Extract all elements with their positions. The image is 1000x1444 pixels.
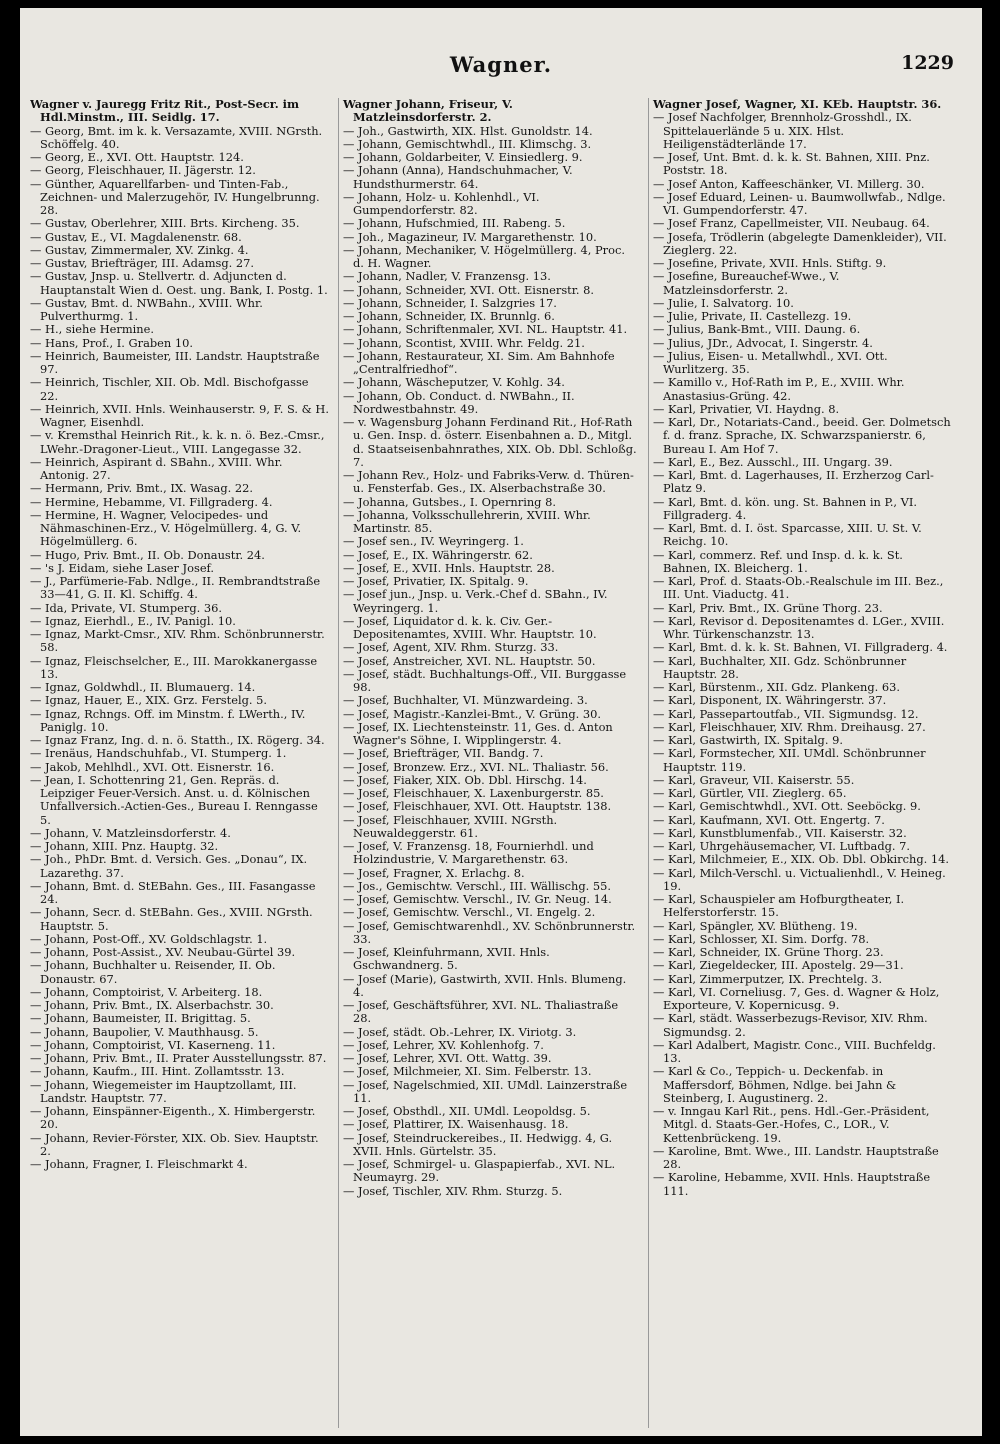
directory-entry: — Ignaz Franz, Ing. d. n. ö. Statth., IX. Rögerg. 34. bbox=[30, 733, 325, 747]
directory-entry: — Josef, Kleinfuhrmann, XVII. Hnls. Gschwandnerg. 5. bbox=[343, 945, 550, 973]
directory-entry: — Heinrich, Baumeister, III. Landstr. Hauptstraße 97. bbox=[30, 348, 320, 376]
directory-entry: — Johann, Ob. Conduct. d. NWBahn., II. Nordwestbahnstr. 49. bbox=[343, 388, 575, 416]
page-number: 1229 bbox=[901, 52, 954, 74]
directory-entry: — Josef jun., Jnsp. u. Verk.-Chef d. SBahn., IV. Weyringerg. 1. bbox=[343, 587, 608, 615]
directory-entry: — Johann, Schneider, I. Salzgries 17. bbox=[343, 295, 557, 310]
directory-entry: — Karl, Revisor d. Depositenamtes d. LGer., XVIII. Whr. Türkenschanzstr. 13. bbox=[653, 613, 945, 641]
directory-entry: — v. Inngau Karl Rit., pens. Hdl.-Ger.-Präsident, Mitgl. d. Staats-Ger.-Hofes, C., LOR., V. Kettenbrückeng. 19. bbox=[653, 1104, 930, 1145]
directory-entry: — Irenäus, Handschuhfab., VI. Stumperg. 1. bbox=[30, 746, 287, 761]
directory-entry: — Georg, Bmt. im k. k. Versazamte, XVIII. NGrsth. Schöffelg. 40. bbox=[30, 123, 323, 151]
directory-entry: — Josef, Unt. Bmt. d. k. k. St. Bahnen, XIII. Pnz. Poststr. 18. bbox=[653, 150, 930, 178]
directory-entry: — Karl, Passepartoutfab., VII. Sigmundsg. 12. bbox=[653, 706, 919, 721]
directory-entry: — Josef, städt. Ob.-Lehrer, IX. Viriotg. 3. bbox=[343, 1024, 577, 1039]
directory-entry: — Josef Anton, Kaffeeschänker, VI. Millerg. 30. bbox=[653, 176, 925, 191]
directory-entry: — Johann, Comptoirist, VI. Kaserneng. 11. bbox=[30, 1037, 276, 1052]
directory-entry: — Josef, Buchhalter, VI. Münzwardeing. 3. bbox=[343, 693, 588, 708]
directory-entry: — Karl, Milchmeier, E., XIX. Ob. Dbl. Obkirchg. 14. bbox=[653, 852, 949, 867]
directory-entry: — Josef Nachfolger, Brennholz-Grosshdl., IX. Spittelauerlände 5 u. XIX. Hlst. Heiligenstädterlände 17. bbox=[653, 110, 912, 151]
column-2 bbox=[338, 98, 639, 1428]
directory-entry: — v. Wagensburg Johann Ferdinand Rit., Hof-Rath u. Gen. Insp. d. österr. Eisenbahnen a. D., Mitgl. d. Staatseisenbahnrathes, XIX. Ob. Dbl. Schloßg. 7. bbox=[343, 415, 637, 469]
directory-entry: — Josef, Gemischtwarenhdl., XV. Schönbrunnerstr. 33. bbox=[343, 918, 636, 946]
directory-entry: — Ignaz, Eierhdl., E., IV. Panigl. 10. bbox=[30, 613, 236, 628]
directory-entry: — Karl, VI. Corneliusg. 7, Ges. d. Wagner & Holz, Exporteure, V. Kopernicusg. 9. bbox=[653, 984, 940, 1012]
directory-entry: — Josef, IX. Liechtensteinstr. 11, Ges. d. Anton Wagner's Söhne, I. Wipplingerstr. 4. bbox=[343, 719, 613, 747]
directory-entry: — Josef, Gemischtw. Verschl., IV. Gr. Neug. 14. bbox=[343, 892, 612, 906]
directory-entry: — Johann, Secr. d. StEBahn. Ges., XVIII. NGrsth. Hauptstr. 5. bbox=[30, 905, 313, 933]
directory-entry: — Karl, Schauspieler am Hofburgtheater, I. Helferstorferstr. 15. bbox=[653, 892, 905, 920]
directory-entry: — Johanna, Gutsbes., I. Opernring 8. bbox=[343, 494, 556, 509]
directory-entry: — Josef, Privatier, IX. Spitalg. 9. bbox=[343, 574, 529, 588]
directory-entry: — Karl, Bmt. d. k. k. St. Bahnen, VI. Fillgraderg. 4. bbox=[653, 640, 948, 655]
directory-entry: — Johann, Schneider, XVI. Ott. Eisnerstr. 8. bbox=[343, 282, 595, 297]
directory-entry: — Julius, Eisen- u. Metallwhdl., XVI. Ott. Wurlitzerg. 35. bbox=[653, 348, 888, 376]
directory-entry: — Johann, Mechaniker, V. Högelmüllerg. 4, Proc. d. H. Wagner. bbox=[343, 242, 625, 270]
directory-entry: — Karl, Formstecher, XII. UMdl. Schönbrunner Hauptstr. 119. bbox=[653, 746, 926, 774]
column-1 bbox=[30, 98, 330, 1428]
directory-entry: — Karl, Gemischtwhdl., XVI. Ott. Seeböckg. 9. bbox=[653, 799, 921, 814]
directory-entry: — Hans, Prof., I. Graben 10. bbox=[30, 335, 193, 350]
directory-entry: — Josef, Briefträger, VII. Bandg. 7. bbox=[343, 746, 544, 761]
directory-entry: — Karl, Milch-Verschl. u. Victualienhdl., V. Heineg. 19. bbox=[653, 865, 946, 893]
directory-entry: — Johann, Baumeister, II. Brigittag. 5. bbox=[30, 1011, 251, 1026]
directory-entry: — Karl & Co., Teppich- u. Deckenfab. in Maffersdorf, Böhmen, Ndlge. bei Jahn & Steinberg, I. Augustinerg. 2. bbox=[653, 1064, 897, 1105]
directory-entry: — Johann, Restaurateur, XI. Sim. Am Bahnhofe „Centralfriedhof“. bbox=[343, 348, 615, 376]
directory-entry: — Joh., Magazineur, IV. Margarethenstr. 10. bbox=[343, 229, 597, 244]
directory-entry: — Karl, Bürstenm., XII. Gdz. Plankeng. 63. bbox=[653, 680, 901, 694]
directory-entry: — Jakob, Mehlhdl., XVI. Ott. Eisnerstr. 16. bbox=[30, 759, 275, 774]
directory-entry: — Georg, E., XVI. Ott. Hauptstr. 124. bbox=[30, 150, 244, 164]
directory-entry: — Josef, Lehrer, XV. Kohlenhofg. 7. bbox=[343, 1037, 544, 1052]
directory-entry: — Johann (Anna), Handschuhmacher, V. Hundsthurmerstr. 64. bbox=[343, 163, 573, 191]
directory-entry: — Josef, Fiaker, XIX. Ob. Dbl. Hirschg. 14. bbox=[343, 772, 587, 787]
directory-entry: — Karl, Zimmerputzer, IX. Prechtelg. 3. bbox=[653, 971, 883, 986]
directory-entry: — Karl, Bmt. d. Lagerhauses, II. Erzherzog Carl-Platz 9. bbox=[653, 468, 934, 496]
directory-entry: — Joh., PhDr. Bmt. d. Versich. Ges. „Donau“, IX. Lazarethg. 37. bbox=[30, 852, 308, 880]
directory-entry: — Johann, Einspänner-Eigenth., X. Himbergerstr. 20. bbox=[30, 1104, 316, 1132]
directory-entry: — Karl, Privatier, VI. Haydng. 8. bbox=[653, 401, 840, 416]
directory-entry: — Josef, Geschäftsführer, XVI. NL. Thaliastraße 28. bbox=[343, 998, 619, 1026]
directory-entry: — Josef, Agent, XIV. Rhm. Sturzg. 33. bbox=[343, 640, 559, 655]
directory-entry: — Karl, Schneider, IX. Grüne Thorg. 23. bbox=[653, 945, 884, 959]
directory-entry: — Johann Rev., Holz- und Fabriks-Verw. d. Thüren- u. Fensterfab. Ges., IX. Alserbachstraße 30. bbox=[343, 468, 634, 496]
directory-entry: — Josef, städt. Buchhaltungs-Off., VII. Burggasse 98. bbox=[343, 666, 627, 694]
directory-entry: — Johann, Priv. Bmt., II. Prater Ausstellungsstr. 87. bbox=[30, 1051, 327, 1065]
column-3 bbox=[648, 98, 953, 1428]
directory-entry: — Josefine, Bureauchef-Wwe., V. Matzleinsdorferstr. 2. bbox=[653, 269, 840, 297]
directory-entry: — Karoline, Bmt. Wwe., III. Landstr. Hauptstraße 28. bbox=[653, 1143, 939, 1171]
directory-entry: — Julius, Bank-Bmt., VIII. Daung. 6. bbox=[653, 322, 861, 337]
page-title: Wagner. bbox=[449, 52, 553, 77]
page-header bbox=[20, 52, 982, 92]
directory-entry: — Karl, Dr., Notariats-Cand., beeid. Ger. Dolmetsch f. d. franz. Sprache, IX. Schwarzspanierstr. 6, Bureau I. Am Hof 7. bbox=[653, 415, 951, 456]
directory-entry: — Karl, E., Bez. Ausschl., III. Ungarg. 39. bbox=[653, 454, 893, 469]
directory-entry: — Heinrich, Tischler, XII. Ob. Mdl. Bischofgasse 22. bbox=[30, 375, 309, 403]
directory-entry: — Josef, E., IX. Währingerstr. 62. bbox=[343, 547, 533, 562]
directory-entry: — Johann, Bmt. d. StEBahn. Ges., III. Fasangasse 24. bbox=[30, 878, 316, 906]
directory-entry: — Karl, Fleischhauer, XIV. Rhm. Dreihausg. 27. bbox=[653, 719, 926, 734]
directory-entry: — Gustav, Bmt. d. NWBahn., XVIII. Whr. Pulverthurmg. 1. bbox=[30, 295, 263, 323]
directory-entry: — Hermine, H. Wagner, Velocipedes- und Nähmaschinen-Erz., V. Högelmüllerg. 4, G. V. Högelmüllerg. 6. bbox=[30, 507, 302, 549]
directory-entry: — J., Parfümerie-Fab. Ndlge., II. Rembrandtstraße 33—41, G. II. Kl. Schiffg. 4. bbox=[30, 574, 321, 602]
directory-entry: — Johann, Priv. Bmt., IX. Alserbachstr. 30. bbox=[30, 998, 274, 1012]
directory-entry: — Josef, Milchmeier, XI. Sim. Felberstr. 13. bbox=[343, 1064, 592, 1079]
directory-entry: — Johann, Comptoirist, V. Arbeiterg. 18. bbox=[30, 984, 263, 999]
directory-entry: — Ignaz, Markt-Cmsr., XIV. Rhm. Schönbrunnerstr. 58. bbox=[30, 627, 325, 655]
directory-entry: — Johann, Gemischtwhdl., III. Klimschg. 3. bbox=[343, 136, 592, 151]
directory-entry: — Ignaz, Rchngs. Off. im Minstm. f. LWerth., IV. Paniglg. 10. bbox=[30, 706, 306, 734]
directory-entry: — Josef, Lehrer, XVI. Ott. Wattg. 39. bbox=[343, 1051, 552, 1065]
directory-entry: — Karl, Bmt. d. I. öst. Sparcasse, XIII. U. St. V. Reichg. 10. bbox=[653, 521, 922, 549]
directory-entry: — Karl, Ziegeldecker, III. Apostelg. 29—31. bbox=[653, 958, 904, 973]
directory-entry: — Hermann, Priv. Bmt., IX. Wasag. 22. bbox=[30, 481, 253, 496]
directory-entry: — Karl, Prof. d. Staats-Ob.-Realschule im III. Bez., III. Unt. Viaductg. 41. bbox=[653, 574, 944, 602]
directory-entry: — Gustav, E., VI. Magdalenenstr. 68. bbox=[30, 229, 242, 244]
directory-entry: — Josef, Fragner, X. Erlachg. 8. bbox=[343, 865, 525, 880]
directory-entry: — Johann, Schriftenmaler, XVI. NL. Hauptstr. 41. bbox=[343, 322, 628, 337]
directory-entry: — Johann, Fragner, I. Fleischmarkt 4. bbox=[30, 1157, 248, 1171]
directory-entry: — Josef, V. Franzensg. 18, Fournierhdl. und Holzindustrie, V. Margarethenstr. 63. bbox=[343, 839, 594, 867]
directory-entry: — Karl, Spängler, XV. Blütheng. 19. bbox=[653, 918, 858, 933]
directory-entry: — Josef, Fleischhauer, X. Laxenburgerstr. 85. bbox=[343, 786, 604, 800]
directory-entry: — Josef Eduard, Leinen- u. Baumwollwfab., Ndlge. VI. Gumpendorferstr. 47. bbox=[653, 189, 946, 217]
directory-entry: — Josef, Obsthdl., XII. UMdl. Leopoldsg. 5. bbox=[343, 1104, 591, 1118]
directory-entry: — Karl, Gastwirth, IX. Spitalg. 9. bbox=[653, 733, 843, 747]
directory-entry: — Josef, Magistr.-Kanzlei-Bmt., V. Grüng. 30. bbox=[343, 706, 602, 721]
directory-entry: — Karl, städt. Wasserbezugs-Revisor, XIV. Rhm. Sigmundsg. 2. bbox=[653, 1011, 928, 1039]
directory-entry: — Heinrich, Aspirant d. SBahn., XVIII. Whr. Antonig. 27. bbox=[30, 454, 283, 482]
directory-entry: — Josef, E., XVII. Hnls. Hauptstr. 28. bbox=[343, 560, 555, 575]
directory-entry: — Julie, I. Salvatorg. 10. bbox=[653, 295, 794, 310]
directory-entry: — Jos., Gemischtw. Verschl., III. Wällischg. 55. bbox=[343, 878, 612, 893]
directory-entry: — Johann, Revier-Förster, XIX. Ob. Siev. Hauptstr. 2. bbox=[30, 1130, 319, 1158]
directory-entry: — Josef, Anstreicher, XVI. NL. Hauptstr. 50. bbox=[343, 653, 596, 668]
directory-entry: — Josef, Schmirgel- u. Glaspapierfab., XVI. NL. Neumayrg. 29. bbox=[343, 1157, 616, 1185]
directory-entry: — Georg, Fleischhauer, II. Jägerstr. 12. bbox=[30, 163, 256, 178]
directory-entry: — Josefine, Private, XVII. Hnls. Stiftg. 9. bbox=[653, 256, 887, 270]
directory-entry: — Joh., Gastwirth, XIX. Hlst. Gunoldstr. 14. bbox=[343, 123, 593, 138]
directory-entry: — Ignaz, Goldwhdl., II. Blumauerg. 14. bbox=[30, 680, 256, 694]
directory-entry: — Johann, Buchhalter u. Reisender, II. Ob. Donaustr. 67. bbox=[30, 958, 276, 986]
directory-entry: — 's J. Eidam, siehe Laser Josef. bbox=[30, 560, 214, 575]
directory-entry: — Gustav, Jnsp. u. Stellvertr. d. Adjuncten d. Hauptanstalt Wien d. Oest. ung. Bank, I. Postg. 1. bbox=[30, 269, 328, 297]
directory-entry: — Karl, Priv. Bmt., IX. Grüne Thorg. 23. bbox=[653, 600, 883, 615]
directory-entry: — Heinrich, XVII. Hnls. Weinhauserstr. 9, F. S. & H. Wagner, Eisenhdl. bbox=[30, 401, 329, 429]
directory-entry: — Karl, Kaufmann, XVI. Ott. Engertg. 7. bbox=[653, 812, 885, 827]
directory-entry: — Ignaz, Fleischselcher, E., III. Marokkanergasse 13. bbox=[30, 653, 318, 681]
directory-entry: — Josef, Plattirer, IX. Waisenhausg. 18. bbox=[343, 1117, 569, 1132]
directory-entry: — Josef, Nagelschmied, XII. UMdl. Lainzerstraße 11. bbox=[343, 1077, 628, 1105]
directory-entry: — Johann, Post-Off., XV. Goldschlagstr. 1. bbox=[30, 931, 268, 946]
directory-entry: — Gustav, Oberlehrer, XIII. Brts. Kircheng. 35. bbox=[30, 216, 300, 231]
directory-entry: — Günther, Aquarellfarben- und Tinten-Fab., Zeichnen- und Malerzugehör, IV. Hungelbrunng. 28. bbox=[30, 176, 320, 217]
directory-entry: — Josef, Gemischtw. Verschl., VI. Engelg. 2. bbox=[343, 905, 596, 920]
directory-entry: — Johann, V. Matzleinsdorferstr. 4. bbox=[30, 825, 231, 840]
directory-entry: — Josef, Liquidator d. k. k. Civ. Ger.-Depositenamtes, XVIII. Whr. Hauptstr. 10. bbox=[343, 613, 597, 641]
directory-entry: — Gustav, Briefträger, III. Adamsg. 27. bbox=[30, 256, 255, 270]
directory-entry: — Karl, Buchhalter, XII. Gdz. Schönbrunner Hauptstr. 28. bbox=[653, 653, 907, 681]
directory-entry: — Johann, Schneider, IX. Brunnlg. 6. bbox=[343, 309, 555, 323]
directory-entry: Wagner v. Jauregg Fritz Rit., Post-Secr. im Hdl.Minstm., III. Seidlg. 17. bbox=[30, 98, 300, 125]
directory-entry: — Johann, Goldarbeiter, V. Einsiedlerg. 9. bbox=[343, 150, 583, 164]
directory-entry: — Ignaz, Hauer, E., XIX. Grz. Ferstelg. 5. bbox=[30, 693, 268, 708]
directory-entry: — Johann, Scontist, XVIII. Whr. Feldg. 21. bbox=[343, 335, 585, 350]
directory-entry: — Karl Adalbert, Magistr. Conc., VIII. Buchfeldg. 13. bbox=[653, 1037, 936, 1065]
directory-entry: — Josef, Tischler, XIV. Rhm. Sturzg. 5. bbox=[343, 1183, 563, 1198]
directory-entry: — Hugo, Priv. Bmt., II. Ob. Donaustr. 24. bbox=[30, 547, 265, 562]
directory-entry: — Hermine, Hebamme, VI. Fillgraderg. 4. bbox=[30, 494, 273, 509]
directory-entry: — Gustav, Zimmermaler, XV. Zinkg. 4. bbox=[30, 242, 249, 257]
directory-entry: — Karl, Graveur, VII. Kaiserstr. 55. bbox=[653, 772, 855, 787]
directory-entry: — Karl, Kunstblumenfab., VII. Kaiserstr. 32. bbox=[653, 825, 907, 840]
directory-entry: — v. Kremsthal Heinrich Rit., k. k. n. ö. Bez.-Cmsr., LWehr.-Dragoner-Lieut., VIII. Langegasse 32. bbox=[30, 428, 325, 456]
directory-entry: — Jean, I. Schottenring 21, Gen. Repräs. d. Leipziger Feuer-Versich. Anst. u. d. Kölnischen Unfallversich.-Actien-Ges., Bureau I. Renngasse 5. bbox=[30, 772, 318, 827]
directory-entry: — Johann, Wäscheputzer, V. Kohlg. 34. bbox=[343, 375, 565, 390]
directory-entry: — Josef (Marie), Gastwirth, XVII. Hnls. Blumeng. 4. bbox=[343, 971, 627, 999]
directory-entry: — Karl, Bmt. d. kön. ung. St. Bahnen in P., VI. Fillgraderg. 4. bbox=[653, 494, 918, 522]
directory-entry: — Josef Franz, Capellmeister, VII. Neubaug. 64. bbox=[653, 216, 930, 231]
directory-page bbox=[20, 8, 982, 1436]
directory-entry: — Johann, Kaufm., III. Hint. Zollamtsstr. 13. bbox=[30, 1064, 285, 1079]
directory-entry: — Johann, Post-Assist., XV. Neubau-Gürtel 39. bbox=[30, 945, 296, 959]
directory-entry: — Johanna, Volksschullehrerin, XVIII. Whr. Martinstr. 85. bbox=[343, 507, 591, 535]
directory-entry: — Karl, Gürtler, VII. Zieglerg. 65. bbox=[653, 786, 847, 800]
directory-entry: — H., siehe Hermine. bbox=[30, 322, 154, 337]
directory-entry: — Karl, Uhrgehäusemacher, VI. Luftbadg. 7. bbox=[653, 839, 911, 853]
directory-entry: — Julie, Private, II. Castellezg. 19. bbox=[653, 309, 852, 323]
directory-entry: — Karoline, Hebamme, XVII. Hnls. Hauptstraße 111. bbox=[653, 1170, 931, 1198]
directory-entry: — Josef sen., IV. Weyringerg. 1. bbox=[343, 534, 524, 549]
directory-entry: — Johann, Baupolier, V. Mauthhausg. 5. bbox=[30, 1024, 259, 1039]
directory-entry: — Josef, Fleischhauer, XVIII. NGrsth. Neuwaldeggerstr. 61. bbox=[343, 812, 558, 840]
directory-entry: — Johann, Nadler, V. Franzensg. 13. bbox=[343, 269, 551, 284]
directory-entry: — Julius, JDr., Advocat, I. Singerstr. 4. bbox=[653, 335, 873, 350]
directory-entry: — Karl, Disponent, IX. Währingerstr. 37. bbox=[653, 693, 887, 708]
directory-entry: — Josef, Steindruckereibes., II. Hedwigg. 4, G. XVII. Hnls. Gürtelstr. 35. bbox=[343, 1130, 613, 1158]
directory-entry: — Ida, Private, VI. Stumperg. 36. bbox=[30, 600, 222, 615]
directory-entry: Wagner Johann, Friseur, V. Matzleinsdorferstr. 2. bbox=[343, 98, 513, 125]
directory-entry: — Johann, Hufschmied, III. Rabeng. 5. bbox=[343, 216, 566, 231]
directory-entry: — Josef, Bronzew. Erz., XVI. NL. Thaliastr. 56. bbox=[343, 759, 609, 774]
directory-entry: — Johann, Holz- u. Kohlenhdl., VI. Gumpendorferstr. 82. bbox=[343, 189, 540, 217]
directory-entry: — Johann, XIII. Pnz. Hauptg. 32. bbox=[30, 839, 219, 853]
directory-entry: — Josef, Fleischhauer, XVI. Ott. Hauptstr. 138. bbox=[343, 799, 612, 814]
directory-entry: — Karl, Schlosser, XI. Sim. Dorfg. 78. bbox=[653, 931, 870, 946]
directory-entry: — Josefa, Trödlerin (abgelegte Damenkleider), VII. Zieglerg. 22. bbox=[653, 229, 947, 257]
directory-entry: — Kamillo v., Hof-Rath im P., E., XVIII. Whr. Anastasius-Grüng. 42. bbox=[653, 375, 905, 403]
directory-entry: — Karl, commerz. Ref. und Insp. d. k. k. St. Bahnen, IX. Bleicherg. 1. bbox=[653, 547, 903, 575]
directory-entry: Wagner Josef, Wagner, XI. KEb. Hauptstr. 36. bbox=[653, 98, 942, 111]
directory-entry: — Johann, Wiegemeister im Hauptzollamt, III. Landstr. Hauptstr. 77. bbox=[30, 1077, 297, 1105]
